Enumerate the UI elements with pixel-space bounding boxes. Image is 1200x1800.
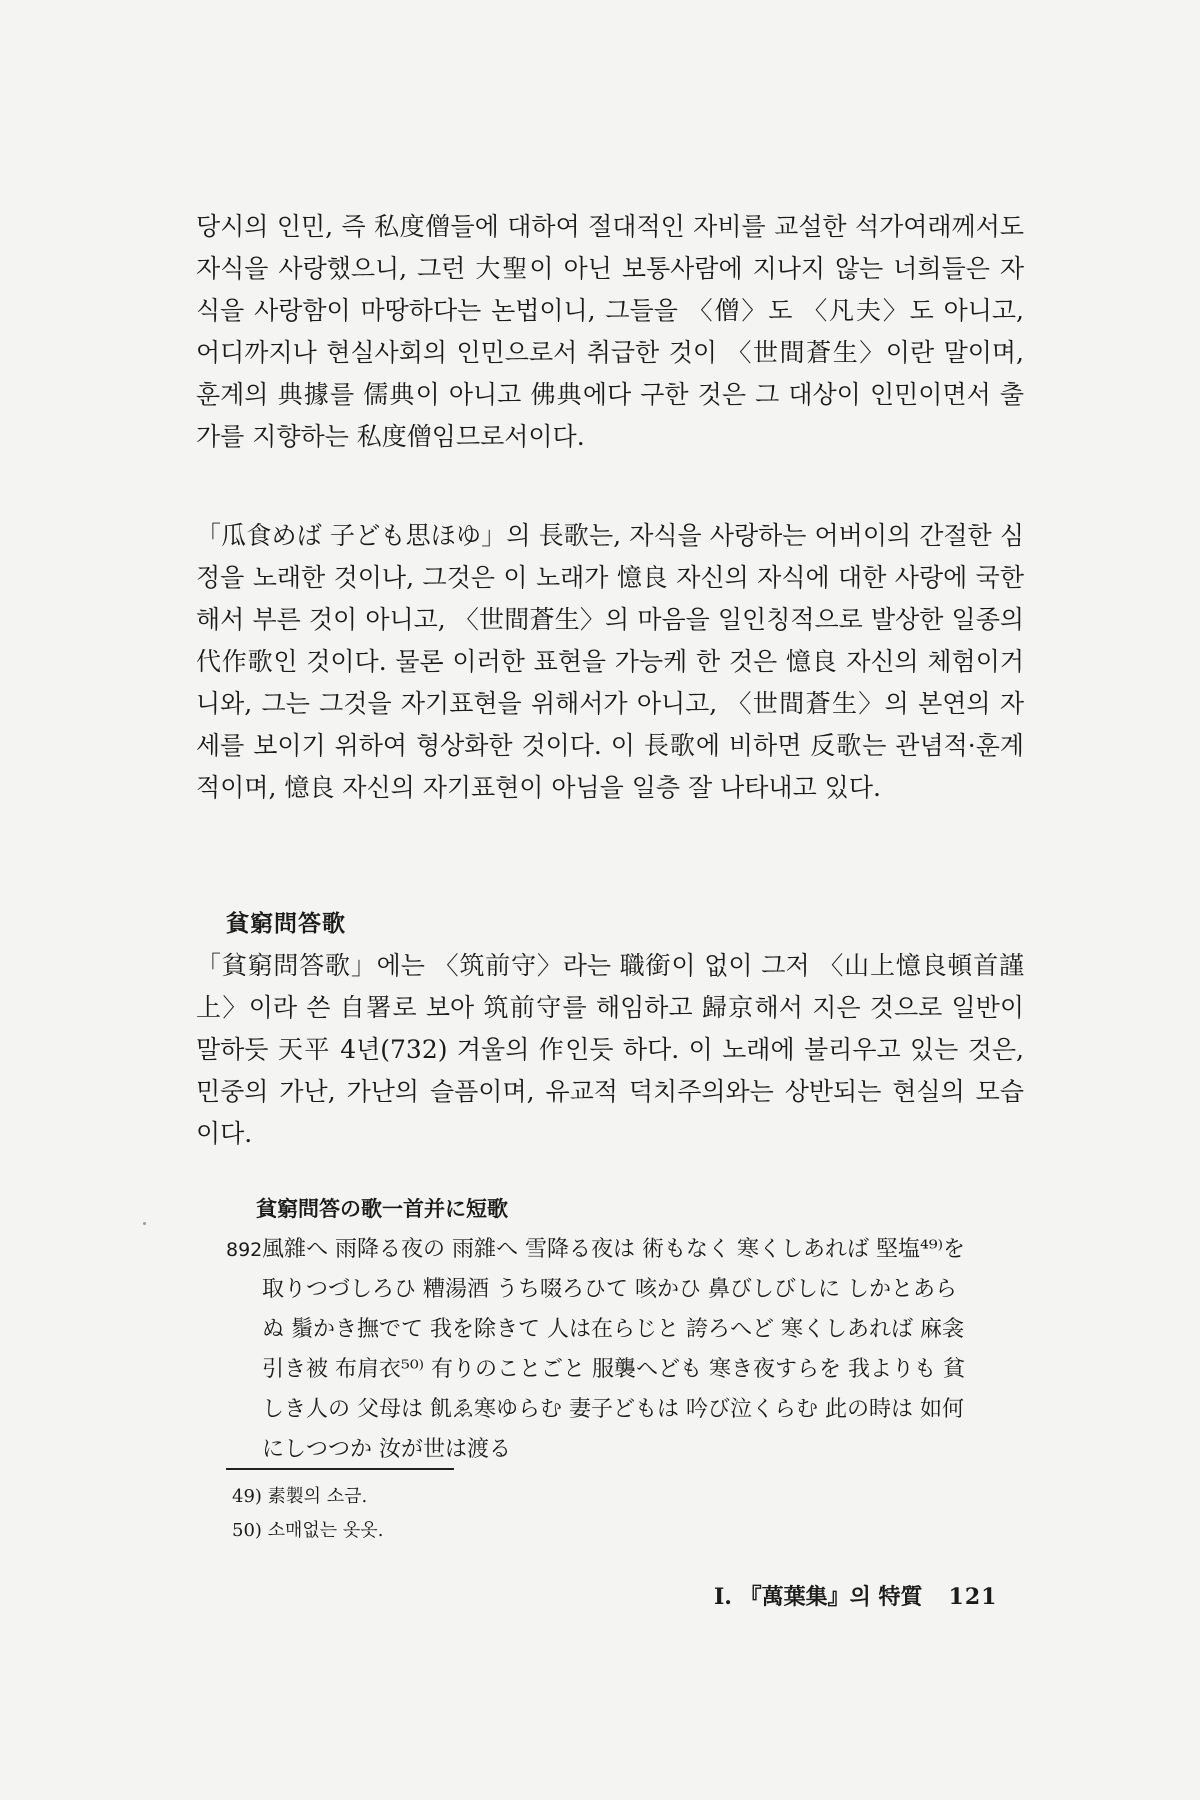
poem-number: 892 — [226, 1239, 263, 1261]
footnote-49: 49) 素製의 소금. — [232, 1486, 368, 1507]
poem-line: にしつつか 汝が世は渡る — [262, 1437, 511, 1462]
poem-line-text: 風雜へ 雨降る夜の 雨雜へ 雪降る夜は 術もなく 寒くしあれば 堅塩⁴⁹⁾を — [262, 1237, 966, 1262]
poem-line: ぬ 鬚かき撫でて 我を除きて 人は在らじと 誇ろへど 寒くしあれば 麻衾 — [262, 1317, 964, 1342]
poem-line: しき人の 父母は 飢ゑ寒ゆらむ 妻子どもは 吟び泣くらむ 此の時は 如何 — [262, 1397, 964, 1422]
poem-line: 引き被 布肩衣⁵⁰⁾ 有りのことごと 服襲へども 寒き夜すらを 我よりも 貧 — [262, 1357, 966, 1382]
page-number: 121 — [948, 1584, 998, 1610]
running-title: Ⅰ. 『萬葉集』의 特質 — [714, 1584, 923, 1610]
paragraph-poverty-dialogue: 「貧窮問答歌」에는 〈筑前守〉라는 職銜이 없이 그저 〈山上憶良頓首謹上〉이라 쓴 自署로 보아 筑前守를 해임하고 歸京해서 지은 것으로 일반이 말하듯 天平 4년(732) 겨울의 作인듯 하다. 이 노래에 불리우고 있는 것은, 민중의 가난, 가난의 슬픔이며, 유교적 덕치주의와는 상반되는 현실의 모습이다. — [196, 951, 1024, 1148]
scan-speck — [143, 1222, 146, 1225]
paragraph-long-poem: 「瓜食めば 子ども思ほゆ」의 長歌는, 자식을 사랑하는 어버이의 간절한 심정을 노래한 것이나, 그것은 이 노래가 憶良 자신의 자식에 대한 사랑에 국한해서 부른 것이 아니고, 〈世間蒼生〉의 마음을 일인칭적으로 발상한 일종의 代作歌인 것이다. 물론 이러한 표현을 가능케 한 것은 憶良 자신의 체험이거니와, 그는 그것을 자기표현을 위해서가 아니고, 〈世間蒼生〉의 본연의 자세를 보이기 위하여 형상화한 것이다. 이 長歌에 비하면 反歌는 관념적·훈계적이며, 憶良 자신의 자기표현이 아님을 일층 잘 나타내고 있다. — [196, 521, 1024, 802]
footnote-50: 50) 소매없는 옷옷. — [232, 1520, 384, 1541]
poem-line: 取りつづしろひ 糟湯酒 うち啜ろひて 咳かひ 鼻びしびしに しかとあら — [262, 1277, 957, 1302]
footnote-divider — [226, 1468, 454, 1470]
poem-body — [226, 1230, 1026, 1470]
footnotes — [232, 1480, 383, 1548]
page-footer — [714, 1580, 997, 1611]
section-heading: 貧窮問答歌 — [226, 910, 346, 937]
poem-line — [226, 1230, 1026, 1270]
paragraph-intro: 당시의 인민, 즉 私度僧들에 대하여 절대적인 자비를 교설한 석가여래께서도 자식을 사랑했으니, 그런 大聖이 아닌 보통사람에 지나지 않는 너희들은 자식을 사랑함이 마땅하다는 논법이니, 그들을 〈僧〉도 〈凡夫〉도 아니고, 어디까지나 현실사회의 인민으로서 취급한 것이 〈世間蒼生〉이란 말이며, 훈계의 典據를 儒典이 아니고 佛典에다 구한 것은 그 대상이 인민이면서 출가를 지향하는 私度僧임므로서이다. — [196, 212, 1024, 451]
poem-title: 貧窮問答の歌一首并に短歌 — [256, 1196, 508, 1221]
